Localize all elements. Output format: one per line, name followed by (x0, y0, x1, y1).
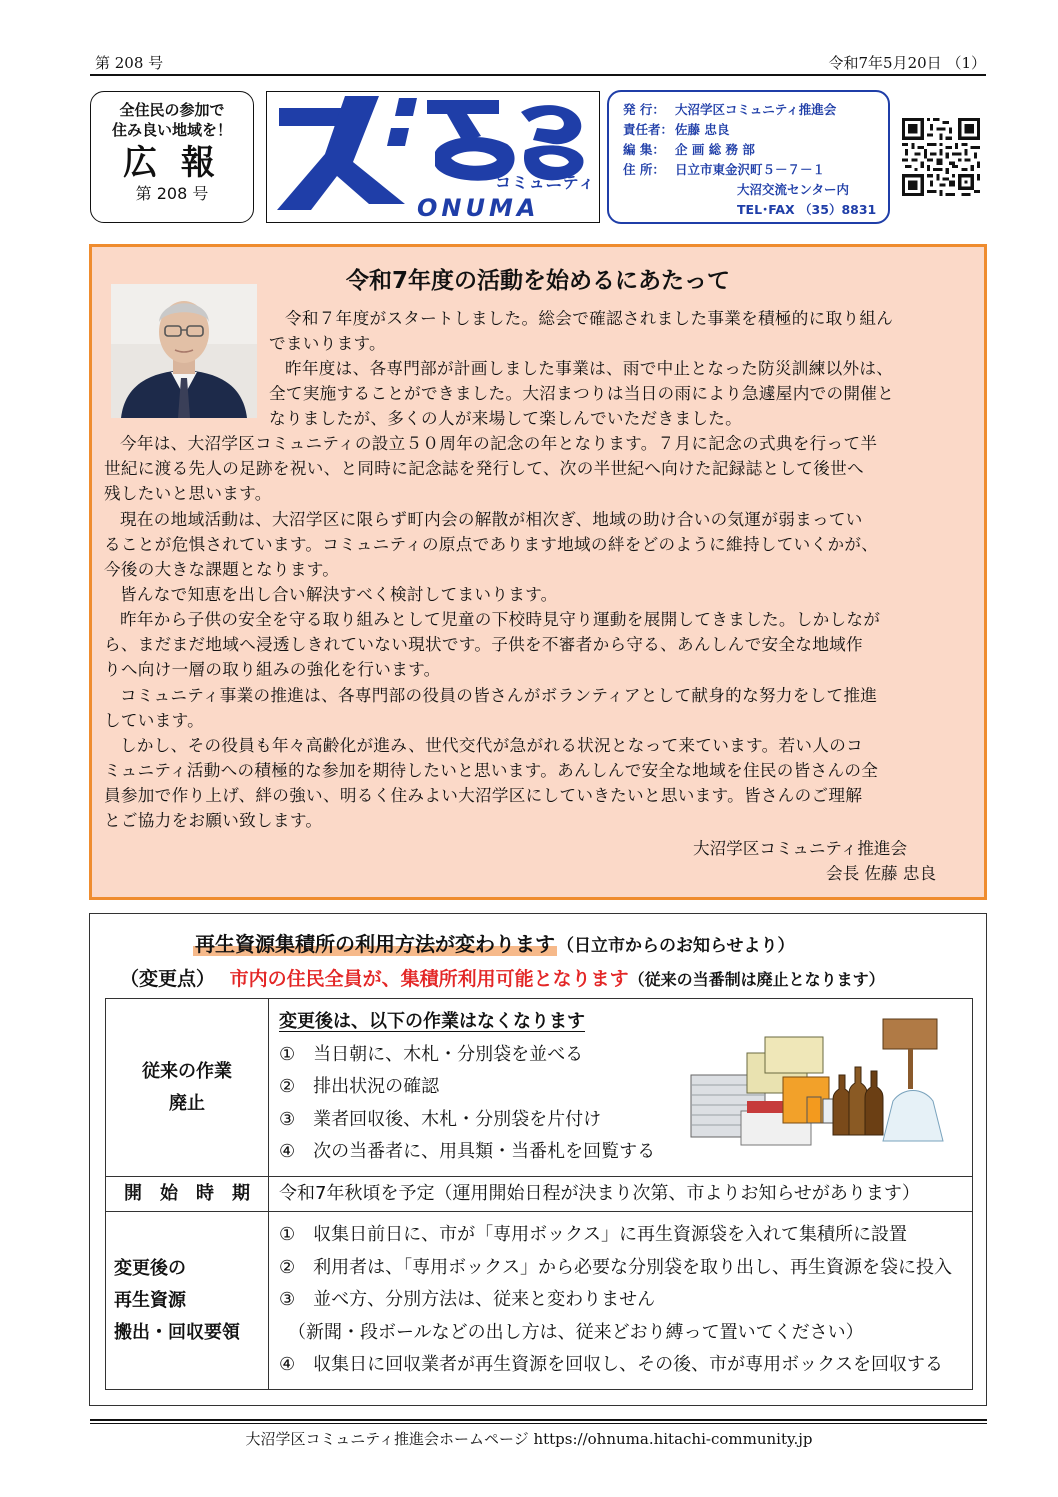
list-item: ② 利用者は、「専用ボックス」から必要な分別袋を取り出し、再生資源を袋に投入 (279, 1256, 952, 1278)
footer-homepage[interactable]: 大沼学区コミュニティ推進会ホームページ https://ohnuma.hitachi-community.jp (245, 1430, 813, 1448)
info-value: TEL･FAX （35）8831 (737, 202, 877, 217)
koho-slogan-line1: 全住民の参加で (119, 101, 225, 119)
list-item: ③ 業者回収後、木札・分別袋を片付け (279, 1108, 602, 1130)
article-line: りへ向け一層の取り組みの強化を行います。 (104, 660, 441, 679)
row-body (269, 999, 973, 1177)
change-summary (120, 964, 885, 991)
footer-divider (90, 1419, 987, 1421)
info-row (737, 180, 849, 198)
article-line: 今年は、大沼学区コミュニティの設立５０周年の記念の年となります。７月に記念の式典を行って半 (120, 434, 878, 453)
article-title: 令和7年度の活動を始めるにあたって (345, 268, 730, 294)
table-row (106, 1177, 973, 1212)
notice-source: （日立市からのお知らせより） (557, 936, 795, 956)
change-note: （従来の当番制は廃止となります） (628, 970, 885, 989)
table-row (106, 999, 973, 1177)
chairman-photo (111, 284, 257, 418)
row-header-line: 従来の作業 (142, 1060, 232, 1082)
koho-slogan-line2: 住み良い地域を！ (111, 121, 232, 139)
info-row (623, 120, 729, 138)
info-label: 発 行： (623, 102, 665, 117)
list-item: ④ 次の当番者に、用具類・当番札を回覧する (279, 1141, 656, 1163)
info-value: 大沼交流センター内 (737, 182, 850, 197)
footer-divider-thin (90, 1423, 987, 1424)
onuma-logo-mark (267, 92, 598, 221)
article-line: 現在の地域活動は、大沼学区に限らず町内会の解散が相次ぎ、地域の助け合いの気運が弱まってい (120, 510, 863, 529)
logo-sub-text: コミュニティ (495, 173, 596, 192)
table-row (106, 1212, 973, 1390)
article-line: コミュニティ事業の推進は、各専門部の役員の皆さんがボランティアとして献身的な努力をして推進 (120, 686, 878, 705)
row-header (106, 1177, 269, 1212)
article-line: しています。 (104, 711, 205, 730)
article-line: なりましたが、多くの人が来場して楽しんでいただきました。 (269, 409, 743, 428)
row-header-line: 変更後の (114, 1257, 186, 1279)
info-row (623, 100, 836, 118)
info-row (623, 140, 755, 158)
row-header-line: 再生資源 (114, 1289, 186, 1311)
article-line: 皆んなで知恵を出し合い解決すべく検討してまいります。 (120, 585, 558, 604)
logo-roman-text: ONUMA (417, 194, 540, 221)
article-line: 残したいと思います。 (104, 484, 272, 503)
signature-org: 大沼学区コミュニティ推進会 (693, 839, 908, 858)
article-line: 世紀に渡る先人の足跡を祝い、と同時に記念誌を発行して、次の半世紀へ向けた記録誌として後世へ (104, 459, 864, 478)
notice-title-main: 再生資源集積所の利用方法が変わります (195, 932, 555, 956)
issue-date: 令和7年5月20日 （1） (828, 54, 986, 72)
change-label: （変更点） (120, 968, 216, 990)
list-item: （新聞・段ボールなどの出し方は、従来どおり縛って置いてください） (279, 1321, 864, 1343)
row-header (106, 999, 269, 1177)
publisher-info (607, 90, 890, 224)
article-line: 令和７年度がスタートしました。総会で確認されました事業を積極的に取り組ん (285, 309, 894, 328)
article-line: しかし、その役員も年々高齢化が進み、世代交代が急がれる状況となって来ています。若い人のコ (120, 736, 863, 755)
info-value: 大沼学区コミュニティ推進会 (675, 102, 837, 117)
community-logo (266, 91, 600, 223)
rules-table (105, 998, 973, 1390)
list-item: ④ 収集日に回収業者が再生資源を回収し、その後、市が専用ボックスを回収する (279, 1354, 943, 1376)
row-header-line: 廃止 (169, 1092, 205, 1114)
article-line: ミュニティ活動への積極的な参加を期待したいと思います。あんしんで安全な地域を住民の皆さんの全 (104, 761, 879, 780)
list-item: ① 当日朝に、木札・分別袋を並べる (279, 1043, 584, 1065)
article-line: 今後の大きな課題となります。 (104, 560, 340, 579)
article-line: ら、まだまだ地域へ浸透しきれていない現状です。子供を不審者から守る、あんしんで安全な地域作 (104, 635, 863, 654)
article-line: 昨年度は、各専門部が計画しました事業は、雨で中止となった防災訓練以外は、 (285, 359, 894, 378)
koho-issue: 第 208 号 (135, 184, 209, 203)
row-body (269, 1212, 973, 1390)
row-header (106, 1212, 269, 1390)
issue-number: 第 208 号 (95, 54, 164, 72)
signature-name: 会長 佐藤 忠良 (826, 864, 937, 883)
article-line: 昨年から子供の安全を守る取り組みとして児童の下校時見守り運動を展開してきました。しかしなが (120, 610, 881, 629)
qr-code[interactable] (902, 118, 980, 196)
info-label: 住 所： (623, 162, 665, 177)
notice-title (193, 928, 795, 957)
article-line: 員参加で作り上げ、絆の強い、明るく住みよい大沼学区にしていきたいと思います。皆さんのご理解 (104, 786, 863, 805)
koho-badge (90, 91, 254, 223)
info-label: 編 集： (623, 142, 665, 157)
recycling-illustration (687, 1015, 957, 1155)
info-row (737, 200, 876, 218)
list-item: ② 排出状況の確認 (279, 1076, 440, 1098)
row-header-line: 搬出・回収要領 (114, 1321, 240, 1343)
info-label: 責任者： (623, 122, 674, 137)
info-value: 企 画 総 務 部 (675, 142, 755, 157)
article-line: でまいります。 (269, 334, 386, 353)
article-line: とご協力をお願い致します。 (104, 811, 323, 830)
info-row (623, 160, 825, 178)
list-item: ③ 並べ方、分別方法は、従来と変わりません (279, 1289, 656, 1311)
article-line: ることが危惧されています。コミュニティの原点であります地域の絆をどのように維持していくかが、 (104, 535, 879, 554)
row-lead: 変更後は、以下の作業はなくなります (279, 1011, 585, 1033)
top-divider (90, 74, 986, 76)
change-text: 市内の住民全員が、集積所利用可能となります (229, 968, 629, 990)
list-item: 令和7年秋頃を予定（運用開始日程が決まり次第、市よりお知らせがあります） (279, 1182, 920, 1204)
info-value: 佐藤 忠良 (675, 122, 730, 137)
article-line: 全て実施することができました。大沼まつりは当日の雨により急遽屋内での開催と (269, 384, 895, 403)
row-body (269, 1177, 973, 1212)
koho-title: 広 報 (123, 143, 221, 183)
row-header-line: 開 始 時 期 (124, 1183, 250, 1204)
info-value: 日立市東金沢町５－７－１ (675, 162, 826, 177)
list-item: ① 収集日前日に、市が「専用ボックス」に再生資源袋を入れて集積所に設置 (279, 1224, 907, 1246)
